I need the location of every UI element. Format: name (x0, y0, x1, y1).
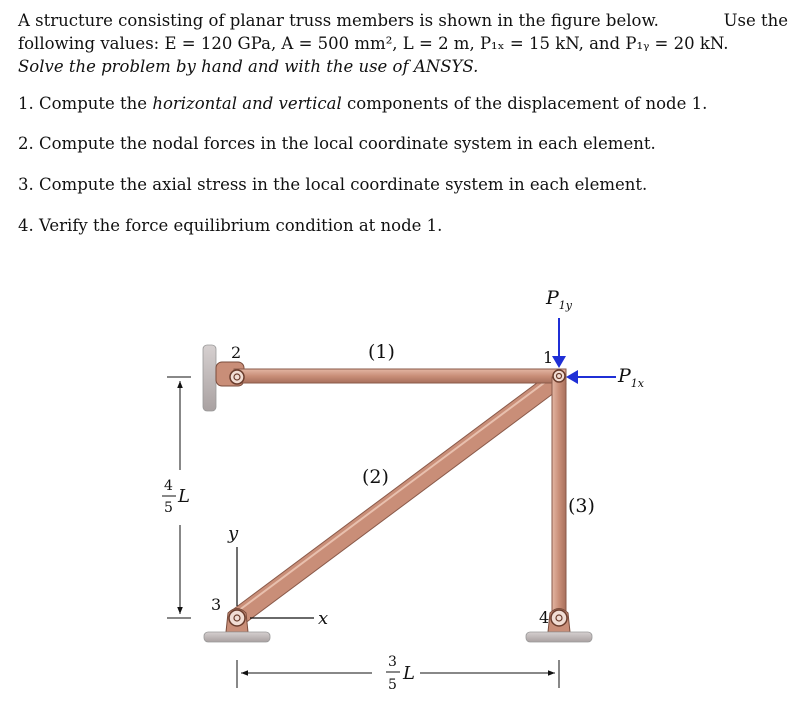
dimension-horizontal (237, 660, 559, 688)
intro-line-2: following values: E = 120 GPa, A = 500 mm², L = 2 m, P₁ₓ = 15 kN, and P₁ᵧ = 20 kN. (18, 34, 729, 53)
task-text-end: components of the displacement of node 1. (341, 94, 708, 113)
load-p1y-arrow (552, 318, 566, 368)
task-text: Compute the (39, 94, 153, 113)
member-1 (234, 369, 566, 383)
node-label-2: 2 (231, 343, 242, 362)
node-label-4: 4 (539, 608, 550, 627)
dim-vertical-denominator: 5 (164, 500, 173, 516)
intro-line-1-text: A structure consisting of planar truss members is shown in the figure below. (18, 11, 659, 30)
dim-vertical-numerator: 4 (164, 478, 173, 494)
node-label-3: 3 (211, 595, 222, 614)
node-2-pin (230, 370, 244, 384)
member-label-3: (3) (568, 495, 595, 517)
task-number: 1. (18, 94, 34, 113)
task-number: 2. (18, 134, 34, 153)
dim-vertical-variable: L (178, 486, 190, 507)
task-text: Compute the nodal forces in the local coordinate system in each element. (39, 134, 656, 153)
task-text: Compute the axial stress in the local coordinate system in each element. (39, 175, 648, 194)
axis-y-label: y (228, 523, 239, 544)
member-2 (231, 371, 566, 624)
intro-line-1-tail: Use the (723, 11, 788, 30)
intro-line-3-text: Solve the problem by hand and with the use of ANSYS. (18, 57, 479, 76)
member-3 (552, 377, 566, 615)
axis-x-label: x (318, 608, 329, 629)
node-label-1: 1 (543, 348, 554, 367)
task-text: Verify the force equilibrium condition at node 1. (39, 216, 443, 235)
dim-horizontal-variable: L (403, 663, 415, 684)
load-p1x-label: $P_{1x}$ (618, 365, 644, 390)
member-label-1: (1) (368, 341, 395, 363)
dim-horizontal-numerator: 3 (388, 654, 397, 670)
ground-support-node-4 (526, 609, 592, 643)
task-emphasis: horizontal and vertical (152, 94, 342, 113)
node-1-pin (553, 370, 565, 382)
dim-horizontal-denominator: 5 (388, 677, 397, 693)
task-number: 4. (18, 216, 34, 235)
task-number: 3. (18, 175, 34, 194)
load-p1y-label: $P_{1y}$ (546, 287, 573, 312)
member-label-2: (2) (362, 466, 389, 488)
load-p1x-arrow (566, 370, 616, 384)
